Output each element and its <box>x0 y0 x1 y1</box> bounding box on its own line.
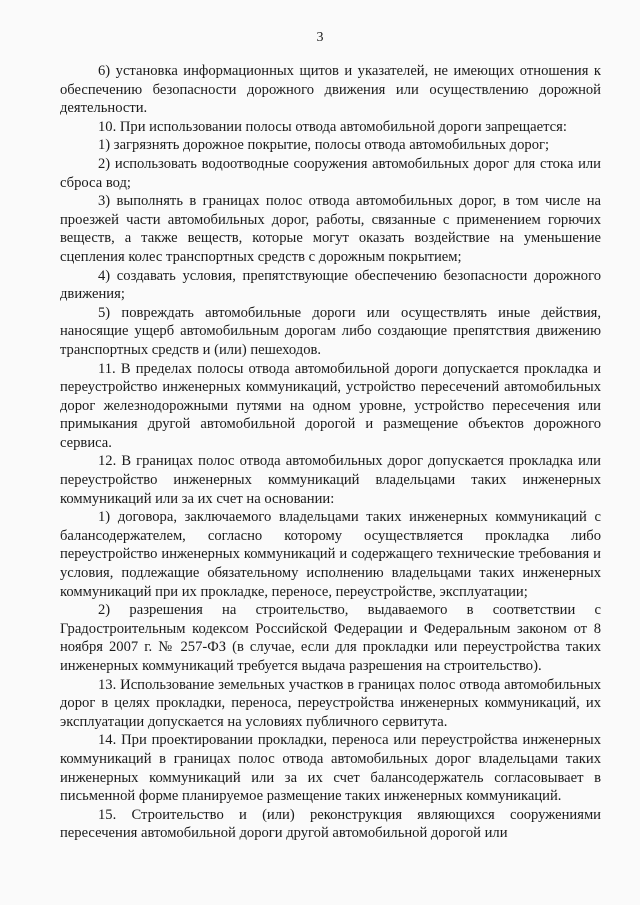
paragraph-clause-15: 15. Строительство и (или) реконструкция являющихся сооружениями пересечения автомобильной дороги другой автомобильной дорогой или <box>60 806 601 842</box>
paragraph-clause-10-item-5: 5) повреждать автомобильные дороги или осуществлять иные действия, наносящие ущерб автомобильным дорогам либо создающие препятствия движению транспортных средств и (или) пешеходов. <box>60 304 601 358</box>
paragraph-clause-11: 11. В пределах полосы отвода автомобильной дороги допускается прокладка и переустройство инженерных коммуникаций, устройство пересечений автомобильных дорог железнодорожными путями на одном уровне, устройство пересечения или примыкания другой автомобильной дорогой и размещение объектов дорожного сервиса. <box>60 360 601 451</box>
page-number: 3 <box>316 30 324 45</box>
paragraph-clause-12-item-2: 2) разрешения на строительство, выдаваемого в соответствии с Градостроительным кодексом Российской Федерации и Федеральным законом от 8 ноября 2007 г. № 257-ФЗ (в случае, если для прокладки или переустройства таких инженерных коммуникаций требуется выдача разрешения на строительство). <box>60 602 601 674</box>
paragraph-clause-10-item-4: 4) создавать условия, препятствующие обеспечению безопасности дорожного движения; <box>60 267 601 303</box>
document-body <box>60 62 601 843</box>
paragraph-clause-10-item-3: 3) выполнять в границах полос отвода автомобильных дорог, в том числе на проезжей части автомобильных дорог, работы, связанные с применением горючих веществ, а также веществ, которые могут оказать воздействие на уменьшение сцепления колес транспортных средств с дорожным покрытием; <box>60 193 601 265</box>
paragraph-item-6: 6) установка информационных щитов и указателей, не имеющих отношения к обеспечению безопасности дорожного движения или осуществлению дорожной деятельности. <box>60 63 601 117</box>
paragraph-clause-14: 14. При проектировании прокладки, переноса или переустройства инженерных коммуникаций в границах полос отвода автомобильных дорог владельцами таких инженерных коммуникаций или за их счет балансодержатель согласовывает в письменной форме планируемое размещение таких инженерных коммуникаций. <box>60 732 601 805</box>
paragraph-clause-10-item-1: 1) загрязнять дорожное покрытие, полосы отвода автомобильных дорог; <box>98 137 550 154</box>
paragraph-clause-13: 13. Использование земельных участков в границах полос отвода автомобильных дорог в целях прокладки, переноса, переустройства инженерных коммуникаций, их эксплуатации допускается на условиях публичного сервитута. <box>60 676 601 730</box>
paragraph-clause-12: 12. В границах полос отвода автомобильных дорог допускается прокладка или переустройство инженерных коммуникаций владельцами таких инженерных коммуникаций или за их счет на основании: <box>60 453 601 507</box>
paragraph-clause-12-item-1: 1) договора, заключаемого владельцами таких инженерных коммуникаций с балансодержателем, согласно которому осуществляется прокладка либо переустройство инженерных коммуникаций и содержащего технические требования и условия, подлежащие обязательному исполнению владельцами таких инженерных коммуникаций при их прокладке, переносе, переустройстве, эксплуатации; <box>60 509 601 600</box>
paragraph-clause-10: 10. При использовании полосы отвода автомобильной дороги запрещается: <box>98 118 567 135</box>
paragraph-clause-10-item-2: 2) использовать водоотводные сооружения автомобильных дорог для стока или сброса вод; <box>60 155 601 191</box>
